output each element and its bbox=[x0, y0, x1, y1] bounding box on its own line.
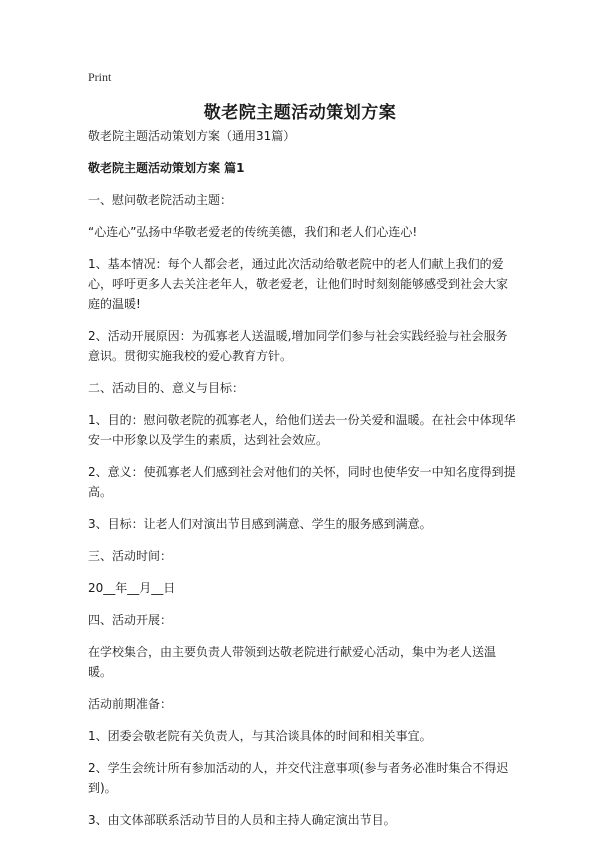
paragraph: 1、团委会敬老院有关负责人，与其洽谈具体的时间和相关事宜。 bbox=[88, 729, 432, 743]
page-title: 敬老院主题活动策划方案 bbox=[203, 103, 397, 123]
paragraph: 活动前期准备： bbox=[88, 697, 173, 711]
section-title: 敬老院主题活动策划方案 篇1 bbox=[88, 161, 245, 175]
paragraph: 一、慰问敬老院活动主题： bbox=[88, 193, 233, 207]
paragraph: 2、意义：使孤寡老人们感到社会对他们的关怀，同时也使华安一中知名度得到提高。 bbox=[88, 465, 516, 499]
paragraph: 四、活动开展： bbox=[88, 613, 173, 627]
paragraph: 1、基本情况：每个人都会老，通过此次活动给敬老院中的老人们献上我们的爱心，呼吁更多人去关注老年人，敬老爱老，让他们时时刻刻能够感受到社会大家庭的温暖! bbox=[88, 257, 509, 311]
paragraph: 20__年__月__日 bbox=[88, 581, 176, 595]
doc-subtitle: 敬老院主题活动策划方案（通用31篇） bbox=[88, 129, 296, 143]
paragraph: 3、目标：让老人们对演出节目感到满意、学生的服务感到满意。 bbox=[88, 517, 432, 531]
paragraph: 1、目的：慰问敬老院的孤寡老人，给他们送去一份关爱和温暖。在社会中体现华安一中形象以及学生的素质，达到社会效应。 bbox=[88, 413, 516, 447]
document-body bbox=[88, 126, 518, 842]
paragraph: 在学校集合，由主要负责人带领到达敬老院进行献爱心活动，集中为老人送温暖。 bbox=[88, 645, 497, 679]
paragraph: “心连心”弘扬中华敬老爱老的传统美德，我们和老人们心连心! bbox=[88, 225, 418, 239]
paragraph: 3、由文体部联系活动节目的人员和主持人确定演出节目。 bbox=[88, 813, 396, 827]
paragraph: 2、学生会统计所有参加活动的人，并交代注意事项(参与者务必准时集合不得迟到)。 bbox=[88, 761, 509, 795]
print-link[interactable]: Print bbox=[88, 70, 112, 84]
paragraph: 三、活动时间： bbox=[88, 549, 173, 563]
paragraph: 二、活动目的、意义与目标： bbox=[88, 381, 245, 395]
paragraph: 2、活动开展原因：为孤寡老人送温暖,增加同学们参与社会实践经验与社会服务意识。贯彻实施我校的爱心教育方针。 bbox=[88, 329, 508, 363]
